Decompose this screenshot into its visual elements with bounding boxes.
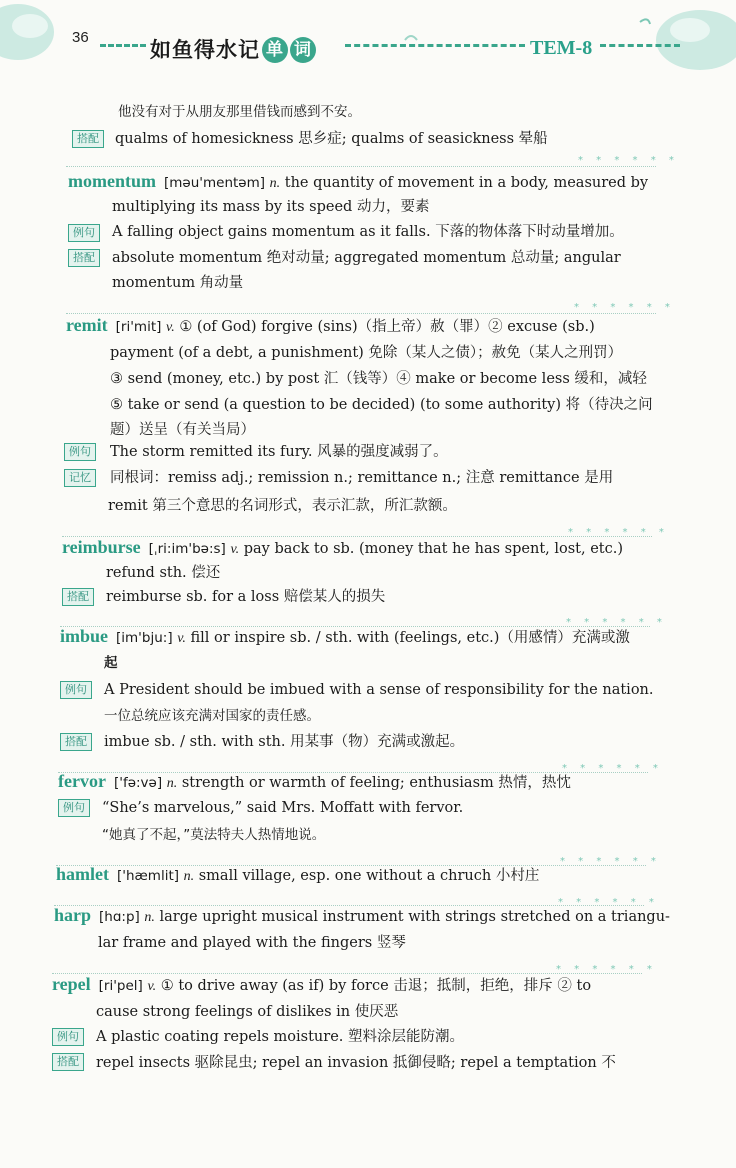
- definition: large upright musical instrument with strings stretched on a triangu-: [159, 909, 670, 925]
- definition: small village, esp. one without a chruch 小村庄: [198, 868, 540, 884]
- memory-tag: 记忆: [64, 469, 96, 487]
- separator-stars: * * * * * *: [556, 964, 657, 975]
- example-sentence: A plastic coating repels moisture. 塑料涂层能防潮。: [96, 1029, 464, 1045]
- example-tag: 例句: [58, 799, 90, 817]
- definition-cont: ⑤ take or send (a question to be decided) (to some authority) 将（待决之问: [110, 397, 653, 413]
- headword: momentum: [68, 171, 156, 191]
- entry-reimburse: [62, 537, 623, 560]
- definition: the quantity of movement in a body, measured by: [284, 175, 649, 191]
- definition-cont: multiplying its mass by its speed 动力，要素: [112, 199, 430, 215]
- pronunciation: [ri'pel]: [98, 978, 143, 994]
- book-title-text: 如鱼得水记: [150, 38, 260, 62]
- headword: reimburse: [62, 537, 141, 557]
- part-of-speech: n.: [183, 869, 195, 884]
- book-title: [150, 34, 316, 64]
- entry-momentum: [68, 171, 648, 194]
- title-char-2: 词: [290, 37, 316, 63]
- headword: repel: [52, 974, 91, 994]
- definition-cont: ③ send (money, etc.) by post 汇（钱等）④ make or become less 缓和，减轻: [110, 371, 647, 387]
- separator-stars: * * * * * *: [566, 617, 667, 628]
- part-of-speech: v.: [177, 631, 186, 646]
- definition: strength or warmth of feeling; enthusiasm 热情，热忱: [181, 775, 571, 791]
- example-sentence: A falling object gains momentum as it falls. 下落的物体落下时动量增加。: [112, 224, 624, 240]
- collocation-tag: 搭配: [68, 249, 100, 267]
- collocation-tag: 搭配: [62, 588, 94, 606]
- collocation: repel insects 驱除昆虫; repel an invasion 抵御侵略; repel a temptation 不: [96, 1055, 616, 1071]
- entry-harp: [54, 905, 670, 928]
- series-label: TEM-8: [530, 37, 593, 59]
- definition-cont: 题）送呈（有关当局）: [110, 422, 255, 438]
- page-header: [0, 0, 736, 80]
- example-tag: 例句: [52, 1028, 84, 1046]
- pronunciation: [im'bju:]: [116, 630, 173, 646]
- separator-stars: * * * * * *: [562, 763, 663, 774]
- separator-line: [66, 313, 656, 314]
- pronunciation: [ri'mit]: [115, 319, 162, 335]
- qualms-collocation: qualms of homesickness 思乡症; qualms of seasickness 晕船: [115, 131, 548, 147]
- entry-hamlet: [56, 864, 539, 887]
- definition: ① to drive away (as if) by force 击退；抵制，拒绝，排斥 ② to: [160, 978, 592, 994]
- entry-fervor: [58, 771, 571, 794]
- headword: imbue: [60, 626, 109, 646]
- definition-cont: refund sth. 偿还: [106, 565, 221, 581]
- part-of-speech: n.: [144, 910, 155, 925]
- definition-cont: lar frame and played with the fingers 竖琴: [98, 935, 406, 951]
- collocation: absolute momentum 绝对动量; aggregated momentum 总动量; angular: [112, 250, 621, 266]
- separator-stars: * * * * * *: [568, 527, 669, 538]
- headword: harp: [54, 905, 92, 925]
- part-of-speech: v.: [230, 542, 240, 557]
- separator-stars: * * * * * *: [558, 897, 659, 908]
- entry-imbue: [60, 626, 630, 649]
- example-sentence: A President should be imbued with a sense of responsibility for the nation.: [104, 682, 654, 698]
- collocation: reimburse sb. for a loss 赔偿某人的损失: [106, 589, 386, 605]
- collocation-tag: 搭配: [52, 1053, 84, 1071]
- part-of-speech: n.: [166, 776, 178, 791]
- definition-cont: payment (of a debt, a punishment) 免除（某人之债）；赦免（某人之刑罚）: [110, 345, 623, 361]
- title-char-1: 单: [262, 37, 288, 63]
- definition: ① (of God) forgive (sins)（指上帝）赦（罪）② excuse (sb.): [179, 319, 595, 335]
- pronunciation: [məu'mentəm]: [164, 175, 266, 191]
- memory-note: 同根词：remiss adj.; remission n.; remittance n.; 注意 remittance 是用: [110, 470, 614, 486]
- part-of-speech: v.: [166, 320, 175, 335]
- headword: remit: [66, 315, 108, 335]
- definition: fill or inspire sb. / sth. with (feelings, etc.)（用感情）充满或激: [190, 630, 630, 646]
- collocation-tag: 搭配: [60, 733, 92, 751]
- separator-stars: * * * * * *: [560, 856, 661, 867]
- pronunciation: ['fə:və]: [113, 775, 163, 791]
- example-translation: “她真了不起，”莫法特夫人热情地说。: [102, 827, 326, 843]
- definition-cont: cause strong feelings of dislikes in 使厌恶: [96, 1004, 399, 1020]
- example-sentence: “She’s marvelous,” said Mrs. Moffatt with fervor.: [102, 800, 464, 816]
- definition-cont: 起: [104, 655, 118, 671]
- separator-line: [66, 166, 656, 167]
- example-tag: 例句: [68, 224, 100, 242]
- collocation-tag: 搭配: [72, 130, 104, 148]
- entry-repel: [52, 974, 591, 997]
- headword: hamlet: [56, 864, 109, 884]
- header-dash-right: [600, 44, 680, 47]
- header-dash-middle: [345, 44, 525, 47]
- collocation-cont: momentum 角动量: [112, 275, 244, 291]
- pronunciation: [ˌri:im'bə:s]: [148, 541, 226, 557]
- header-dash-left: [100, 44, 146, 47]
- part-of-speech: v.: [147, 979, 157, 994]
- entry-remit: [66, 315, 595, 338]
- definition: pay back to sb. (money that he has spent, lost, etc.): [243, 541, 624, 557]
- example-tag: 例句: [60, 681, 92, 699]
- example-sentence: The storm remitted its fury. 风暴的强度减弱了。: [110, 444, 448, 460]
- example-tag: 例句: [64, 443, 96, 461]
- memory-note-cont: remit 第三个意思的名词形式，表示汇款，所汇款额。: [108, 498, 457, 514]
- separator-stars: * * * * * *: [574, 302, 675, 313]
- part-of-speech: n.: [269, 176, 281, 191]
- headword: fervor: [58, 771, 106, 791]
- page-number: 36: [72, 29, 89, 46]
- example-translation: 一位总统应该充满对国家的责任感。: [104, 708, 320, 724]
- header-decoration: [0, 0, 736, 80]
- separator-stars: * * * * * *: [578, 155, 679, 166]
- qualms-example-translation: 他没有对于从朋友那里借钱而感到不安。: [118, 104, 361, 120]
- pronunciation: [hɑ:p]: [99, 909, 140, 925]
- pronunciation: ['hæmlit]: [117, 868, 180, 884]
- collocation: imbue sb. / sth. with sth. 用某事（物）充满或激起。: [104, 734, 465, 750]
